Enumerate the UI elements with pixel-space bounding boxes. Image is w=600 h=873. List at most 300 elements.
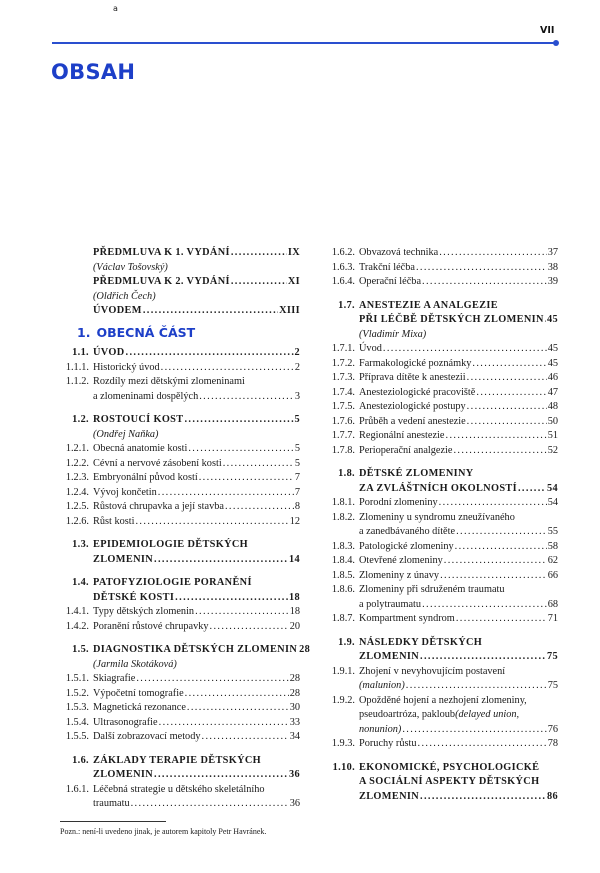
entry-line xyxy=(359,246,558,261)
toc-chapter-entry[interactable] xyxy=(322,636,558,665)
page-ref[interactable]: 20 xyxy=(289,620,300,632)
entry-line xyxy=(359,679,558,694)
dot-leader xyxy=(187,701,289,716)
page-ref[interactable]: 38 xyxy=(547,261,558,273)
dot-leader xyxy=(199,390,294,405)
toc-subentry[interactable] xyxy=(56,701,300,716)
entry-number: 1.7.1. xyxy=(331,343,355,354)
page-ref[interactable]: 86 xyxy=(547,790,558,802)
entry-number: 1.7.5. xyxy=(331,401,355,412)
toc-subentry[interactable] xyxy=(322,583,558,612)
entry-line xyxy=(359,357,558,372)
dot-leader xyxy=(420,650,546,665)
entry-line xyxy=(359,525,558,540)
toc-subentry[interactable] xyxy=(322,444,558,459)
entry-line xyxy=(359,737,558,752)
toc-subentry[interactable] xyxy=(56,500,300,515)
page-ref[interactable]: 46 xyxy=(547,372,558,383)
entry-line xyxy=(93,620,300,635)
page-ref[interactable]: 28 xyxy=(299,644,311,655)
page-ref[interactable]: 52 xyxy=(547,444,558,456)
entry-text: a polytraumatu xyxy=(359,598,422,610)
entry-number: 1.6.2. xyxy=(331,247,355,258)
dot-leader xyxy=(154,768,288,783)
entry-text: a zlomeninami dospělých xyxy=(93,390,199,402)
entry-text: Příprava dítěte k anestezii xyxy=(359,372,466,383)
entry-text: Růst kosti xyxy=(93,515,135,527)
entry-line xyxy=(93,246,300,261)
entry-line xyxy=(93,643,311,658)
toc-author: (Václav Tošovský) xyxy=(93,261,168,273)
dot-leader xyxy=(126,346,294,361)
entry-line xyxy=(359,708,558,723)
page-ref[interactable]: 71 xyxy=(547,613,558,624)
entry-text: Anesteziologické postupy xyxy=(359,401,466,412)
page-ref[interactable]: IX xyxy=(287,247,300,258)
entry-text: EKONOMICKÉ, PSYCHOLOGICKÉ xyxy=(359,761,540,773)
entry-text: NÁSLEDKY DĚTSKÝCH xyxy=(359,636,483,648)
page-ref[interactable]: 45 xyxy=(547,314,558,325)
page-ref[interactable]: XI xyxy=(287,276,300,287)
page-ref[interactable]: 34 xyxy=(289,731,300,742)
toc-subentry[interactable] xyxy=(322,665,558,694)
entry-number: 1.5.1. xyxy=(65,673,89,684)
page-title: OBSAH xyxy=(51,60,136,84)
entry-number: 1.7.3. xyxy=(331,372,355,383)
entry-text: Výpočetní tomografie xyxy=(93,687,184,699)
page-ref[interactable]: 3 xyxy=(294,390,300,402)
dot-leader xyxy=(199,471,294,486)
dot-leader xyxy=(175,591,288,606)
dot-leader xyxy=(159,716,289,731)
entry-number: 1.5.3. xyxy=(65,702,89,713)
page-ref[interactable]: 62 xyxy=(547,555,558,566)
page-ref[interactable]: 14 xyxy=(289,553,300,565)
dot-leader xyxy=(416,261,547,276)
page-ref[interactable]: 68 xyxy=(547,598,558,610)
entry-text: (delayed union, xyxy=(455,709,520,720)
page-ref[interactable]: 12 xyxy=(289,515,300,527)
dot-leader xyxy=(439,246,547,261)
entry-number: 1.6. xyxy=(72,754,89,766)
dot-leader xyxy=(440,569,547,584)
entry-line xyxy=(359,790,558,805)
entry-line xyxy=(359,415,558,430)
entry-number: 1.1.2. xyxy=(65,376,89,387)
toc-chapter-entry[interactable] xyxy=(56,304,300,319)
entry-text: ANESTEZIE A ANALGEZIE xyxy=(359,299,498,311)
entry-number: 1.8. xyxy=(338,468,355,479)
entry-text: Regionální anestezie xyxy=(359,430,445,441)
entry-text: Otevřené zlomeniny xyxy=(359,555,443,566)
entry-line xyxy=(93,442,300,457)
entry-line xyxy=(359,429,558,444)
entry-line xyxy=(359,569,558,584)
entry-text: Rozdíly mezi dětskými zlomeninami xyxy=(93,376,245,387)
entry-line xyxy=(93,275,300,290)
page-ref[interactable]: 66 xyxy=(547,569,558,581)
entry-line xyxy=(359,261,558,276)
entry-number: 1.2.6. xyxy=(65,515,89,527)
page-ref[interactable]: 47 xyxy=(547,386,558,398)
entry-line xyxy=(359,386,558,401)
page-ref[interactable]: 28 xyxy=(289,673,300,684)
dot-leader xyxy=(455,540,547,555)
toc-subentry[interactable] xyxy=(56,605,300,620)
entry-line xyxy=(93,591,300,606)
page-ref[interactable]: 45 xyxy=(547,343,558,354)
entry-line xyxy=(359,612,558,627)
toc-subentry[interactable] xyxy=(56,716,300,731)
toc-subentry[interactable] xyxy=(322,429,558,444)
entry-text: ZLOMENIN xyxy=(359,651,420,662)
toc-chapter-entry[interactable] xyxy=(56,754,300,783)
dot-leader xyxy=(456,525,547,540)
page-ref[interactable]: 2 xyxy=(294,361,300,373)
entry-number: 1.8.4. xyxy=(331,555,355,566)
toc-subentry[interactable] xyxy=(56,783,300,812)
entry-number: 1.1. xyxy=(72,347,89,358)
dot-leader xyxy=(131,797,289,812)
page-ref[interactable]: 5 xyxy=(294,443,300,454)
entry-text: Poranění růstové chrupavky xyxy=(93,620,209,632)
entry-line xyxy=(93,576,300,591)
dot-leader xyxy=(143,304,278,319)
entry-text: A SOCIÁLNÍ ASPEKTY DĚTSKÝCH xyxy=(359,776,540,787)
entry-line xyxy=(93,304,300,319)
page-ref[interactable]: XIII xyxy=(279,305,300,316)
page-ref[interactable]: 8 xyxy=(294,501,300,512)
toc-author: (Jarmila Skotáková) xyxy=(93,658,177,670)
entry-line xyxy=(93,701,300,716)
entry-text: Léčebná strategie u dětského skeletálního xyxy=(93,783,265,795)
toc-subentry[interactable] xyxy=(322,737,558,752)
entry-line xyxy=(93,538,300,553)
toc-subentry[interactable] xyxy=(322,357,558,372)
entry-line xyxy=(93,797,300,812)
dot-leader xyxy=(422,275,547,290)
toc-subentry[interactable] xyxy=(56,620,300,635)
entry-line xyxy=(359,775,558,790)
entry-line xyxy=(93,716,300,731)
dot-leader xyxy=(518,482,546,497)
entry-number: 1.10. xyxy=(332,761,355,773)
toc-subentry[interactable] xyxy=(322,554,558,569)
entry-number: 1.7.2. xyxy=(331,357,355,369)
entry-number: 1.8.3. xyxy=(331,540,355,552)
toc-section-heading xyxy=(56,326,300,341)
entry-number: 1.9.2. xyxy=(331,694,355,706)
entry-text: Zhojení v nevyhovujícím postavení xyxy=(359,665,506,677)
entry-number: 1.4. xyxy=(72,577,89,588)
entry-number: 1.5.4. xyxy=(65,716,89,728)
entry-number: 1.5. xyxy=(72,644,89,655)
entry-text: ÚVOD xyxy=(93,347,125,358)
entry-text: Farmakologické poznámky xyxy=(359,357,472,369)
entry-line xyxy=(359,342,558,357)
toc-chapter-entry[interactable] xyxy=(322,467,558,496)
dot-leader xyxy=(135,515,288,530)
entry-text: DĚTSKÉ KOSTI xyxy=(93,591,175,603)
page-ref[interactable]: 45 xyxy=(547,357,558,369)
entry-line xyxy=(93,783,300,798)
entry-text: Úvod xyxy=(359,343,382,354)
entry-line xyxy=(359,467,558,482)
toc-column-left xyxy=(56,246,311,812)
entry-line xyxy=(93,486,300,501)
entry-number: 1.4.2. xyxy=(65,620,89,632)
page-ref[interactable]: 2 xyxy=(294,347,300,358)
entry-text: Obvazová technika xyxy=(359,247,439,258)
toc-subentry[interactable] xyxy=(56,361,300,376)
dot-leader xyxy=(185,687,289,702)
entry-number: 1.2.3. xyxy=(65,472,89,483)
toc-subentry[interactable] xyxy=(56,687,300,702)
entry-line xyxy=(93,687,300,702)
entry-number: 1.9. xyxy=(338,636,355,648)
dot-leader xyxy=(456,612,547,627)
dot-leader xyxy=(383,342,547,357)
toc-subentry[interactable] xyxy=(322,511,558,540)
entry-line xyxy=(93,390,300,405)
entry-line xyxy=(93,553,300,568)
entry-text: Průběh a vedení anestezie xyxy=(359,415,466,427)
toc-subentry[interactable] xyxy=(322,540,558,555)
toc-chapter-entry[interactable] xyxy=(56,275,300,290)
entry-line xyxy=(359,598,558,613)
dot-leader xyxy=(476,386,546,401)
dot-leader xyxy=(453,444,546,459)
dot-leader xyxy=(210,620,289,635)
page-ref[interactable]: 36 xyxy=(289,798,300,809)
toc-subentry[interactable] xyxy=(322,415,558,430)
entry-text: PŘEDMLUVA K 2. VYDÁNÍ xyxy=(93,276,230,287)
dot-leader xyxy=(184,413,293,428)
entry-line xyxy=(93,754,300,769)
entry-number: 1.1.1. xyxy=(65,361,89,373)
entry-text: ZA ZVLÁŠTNÍCH OKOLNOSTÍ xyxy=(359,482,517,494)
dot-leader xyxy=(439,496,547,511)
dot-leader xyxy=(402,723,546,738)
entry-text: PATOFYZIOLOGIE PORANĚNÍ xyxy=(93,577,252,588)
entry-text: a zanedbávaného dítěte xyxy=(359,526,456,537)
page-ref[interactable]: 55 xyxy=(547,526,558,537)
entry-text: Poruchy růstu xyxy=(359,738,417,749)
page-ref[interactable]: 50 xyxy=(547,415,558,427)
entry-line xyxy=(359,540,558,555)
page-ref[interactable]: 18 xyxy=(289,591,300,603)
header-rule xyxy=(52,42,557,44)
dot-leader xyxy=(446,429,547,444)
dot-leader xyxy=(161,361,294,376)
entry-text: ZLOMENIN xyxy=(359,790,420,802)
entry-text: Vývoj končetin xyxy=(93,486,157,498)
entry-line xyxy=(93,457,300,472)
toc-subentry[interactable] xyxy=(322,261,558,276)
entry-line xyxy=(359,496,558,511)
dot-leader xyxy=(467,371,547,386)
dot-leader xyxy=(472,357,546,372)
entry-line xyxy=(93,375,300,390)
toc-subentry[interactable] xyxy=(322,275,558,290)
toc-subentry[interactable] xyxy=(322,612,558,627)
page-ref[interactable]: 28 xyxy=(289,687,300,699)
toc-subentry[interactable] xyxy=(322,371,558,386)
entry-text: Typy dětských zlomenin xyxy=(93,606,195,617)
page-ref[interactable]: 51 xyxy=(547,430,558,441)
page-ref[interactable]: 37 xyxy=(547,247,558,258)
entry-text: DĚTSKÉ ZLOMENINY xyxy=(359,468,474,479)
dot-leader xyxy=(467,400,547,415)
entry-text: Opožděné hojení a nezhojení zlomeniny, xyxy=(359,694,527,706)
toc-subentry[interactable] xyxy=(322,496,558,511)
page-ref[interactable]: 54 xyxy=(547,497,558,508)
entry-number: 1.2.2. xyxy=(65,457,89,469)
entry-number: 1.8.2. xyxy=(331,511,355,523)
entry-line xyxy=(359,554,558,569)
entry-line xyxy=(93,768,300,783)
entry-text: Historický úvod xyxy=(93,361,160,373)
dot-leader xyxy=(225,500,294,515)
toc-chapter-entry[interactable] xyxy=(56,576,300,605)
entry-number: 1.7.6. xyxy=(331,415,355,427)
toc-subentry[interactable] xyxy=(56,471,300,486)
page-ref[interactable]: 7 xyxy=(294,486,300,498)
page-ref[interactable]: 48 xyxy=(547,401,558,412)
toc-subentry[interactable] xyxy=(56,457,300,472)
dot-leader xyxy=(223,457,294,472)
entry-number: 1.3. xyxy=(72,539,89,550)
entry-line xyxy=(93,471,300,486)
entry-text: traumatu xyxy=(93,798,130,809)
page-ref[interactable]: 39 xyxy=(547,276,558,287)
entry-text: PŘI LÉČBĚ DĚTSKÝCH ZLOMENIN xyxy=(359,314,544,325)
page-ref[interactable]: 54 xyxy=(547,482,558,494)
entry-text: ZLOMENIN xyxy=(93,769,154,780)
entry-line xyxy=(359,761,558,776)
entry-text: DIAGNOSTIKA DĚTSKÝCH ZLOMENIN xyxy=(93,644,298,655)
entry-line xyxy=(359,650,558,665)
toc-subentry[interactable] xyxy=(322,342,558,357)
dot-leader xyxy=(406,679,547,694)
entry-text: Embryonální původ kostí xyxy=(93,472,198,483)
page-ref[interactable]: 5 xyxy=(294,457,300,469)
toc-subentry[interactable] xyxy=(322,569,558,584)
toc-chapter-entry[interactable] xyxy=(56,413,300,428)
entry-number: 1.5.5. xyxy=(65,731,89,742)
toc-subentry[interactable] xyxy=(322,400,558,415)
entry-text: Zlomeniny u syndromu zneužívaného xyxy=(359,511,515,523)
toc-subentry[interactable] xyxy=(56,375,300,404)
dot-leader xyxy=(231,275,287,290)
page-ref[interactable]: 36 xyxy=(289,769,300,780)
header-rule-dot xyxy=(553,40,559,46)
entry-text: Patologické zlomeniny xyxy=(359,540,454,552)
entry-number: 1.4.1. xyxy=(65,606,89,617)
page-ref[interactable]: 18 xyxy=(289,606,300,617)
entry-text: pseudoartróza, pakloub xyxy=(359,709,456,720)
dot-leader xyxy=(136,672,288,687)
toc-chapter-entry[interactable] xyxy=(56,246,300,261)
entry-text: Magnetická rezonance xyxy=(93,702,186,713)
entry-text: ZLOMENIN xyxy=(93,553,154,565)
entry-number: 1.8.1. xyxy=(331,497,355,508)
toc-subentry[interactable] xyxy=(56,442,300,457)
entry-line xyxy=(93,605,300,620)
toc-subentry[interactable] xyxy=(56,672,300,687)
dot-leader xyxy=(158,486,294,501)
dot-leader xyxy=(467,415,547,430)
page-ref[interactable]: 78 xyxy=(547,738,558,749)
entry-line xyxy=(359,444,558,459)
toc-author: (Ondřej Naňka) xyxy=(93,428,159,440)
entry-line xyxy=(93,361,300,376)
page-ref[interactable]: 75 xyxy=(547,651,558,662)
page-ref[interactable]: 7 xyxy=(294,472,300,483)
toc-chapter-entry[interactable] xyxy=(56,538,300,567)
entry-text: ÚVODEM xyxy=(93,305,142,316)
entry-line xyxy=(359,275,558,290)
entry-text: Anesteziologické pracoviště xyxy=(359,386,476,398)
entry-line xyxy=(93,413,300,428)
footnote-rule xyxy=(60,821,166,822)
entry-text: (malunion) xyxy=(359,680,405,691)
page-ref[interactable]: 76 xyxy=(547,723,558,735)
entry-line xyxy=(93,515,300,530)
entry-number: 1.2.4. xyxy=(65,486,89,498)
scan-mark: a xyxy=(113,4,118,13)
entry-text: ROSTOUCÍ KOST xyxy=(93,414,184,425)
page-ref[interactable]: 5 xyxy=(294,414,300,425)
toc-column-right xyxy=(322,246,558,804)
toc-subentry[interactable] xyxy=(322,694,558,738)
dot-leader xyxy=(420,790,546,805)
toc-subentry[interactable] xyxy=(56,730,300,745)
dot-leader xyxy=(444,554,547,569)
toc-chapter-entry[interactable] xyxy=(322,299,558,328)
entry-number: 1.7.7. xyxy=(331,430,355,441)
entry-text: PŘEDMLUVA K 1. VYDÁNÍ xyxy=(93,247,230,258)
entry-number: 1.2. xyxy=(72,414,89,425)
dot-leader xyxy=(154,553,288,568)
entry-text: ZÁKLADY TERAPIE DĚTSKÝCH xyxy=(93,754,262,766)
entry-text: Operační léčba xyxy=(359,276,422,287)
toc-chapter-entry[interactable] xyxy=(56,346,300,361)
toc-chapter-entry[interactable] xyxy=(322,761,558,805)
page-ref[interactable]: 30 xyxy=(289,702,300,713)
dot-leader xyxy=(188,442,293,457)
toc-subentry[interactable] xyxy=(322,246,558,261)
dot-leader xyxy=(231,246,287,261)
entry-number: 1.2.1. xyxy=(65,443,89,454)
toc-chapter-entry[interactable] xyxy=(56,643,311,658)
entry-line xyxy=(359,371,558,386)
entry-line xyxy=(359,482,558,497)
toc-author: (Vladimír Mixa) xyxy=(359,328,427,340)
toc-subentry[interactable] xyxy=(56,515,300,530)
dot-leader xyxy=(545,313,546,328)
entry-line xyxy=(359,665,558,680)
entry-number: 1.6.1. xyxy=(65,783,89,795)
page-ref[interactable]: 75 xyxy=(547,680,558,691)
entry-text: Ultrasonografie xyxy=(93,716,158,728)
toc-subentry[interactable] xyxy=(322,386,558,401)
entry-number: 1.2.5. xyxy=(65,501,89,512)
toc-subentry[interactable] xyxy=(56,486,300,501)
page-ref[interactable]: 58 xyxy=(547,540,558,552)
entry-line xyxy=(359,636,558,651)
page-ref[interactable]: 33 xyxy=(289,716,300,728)
